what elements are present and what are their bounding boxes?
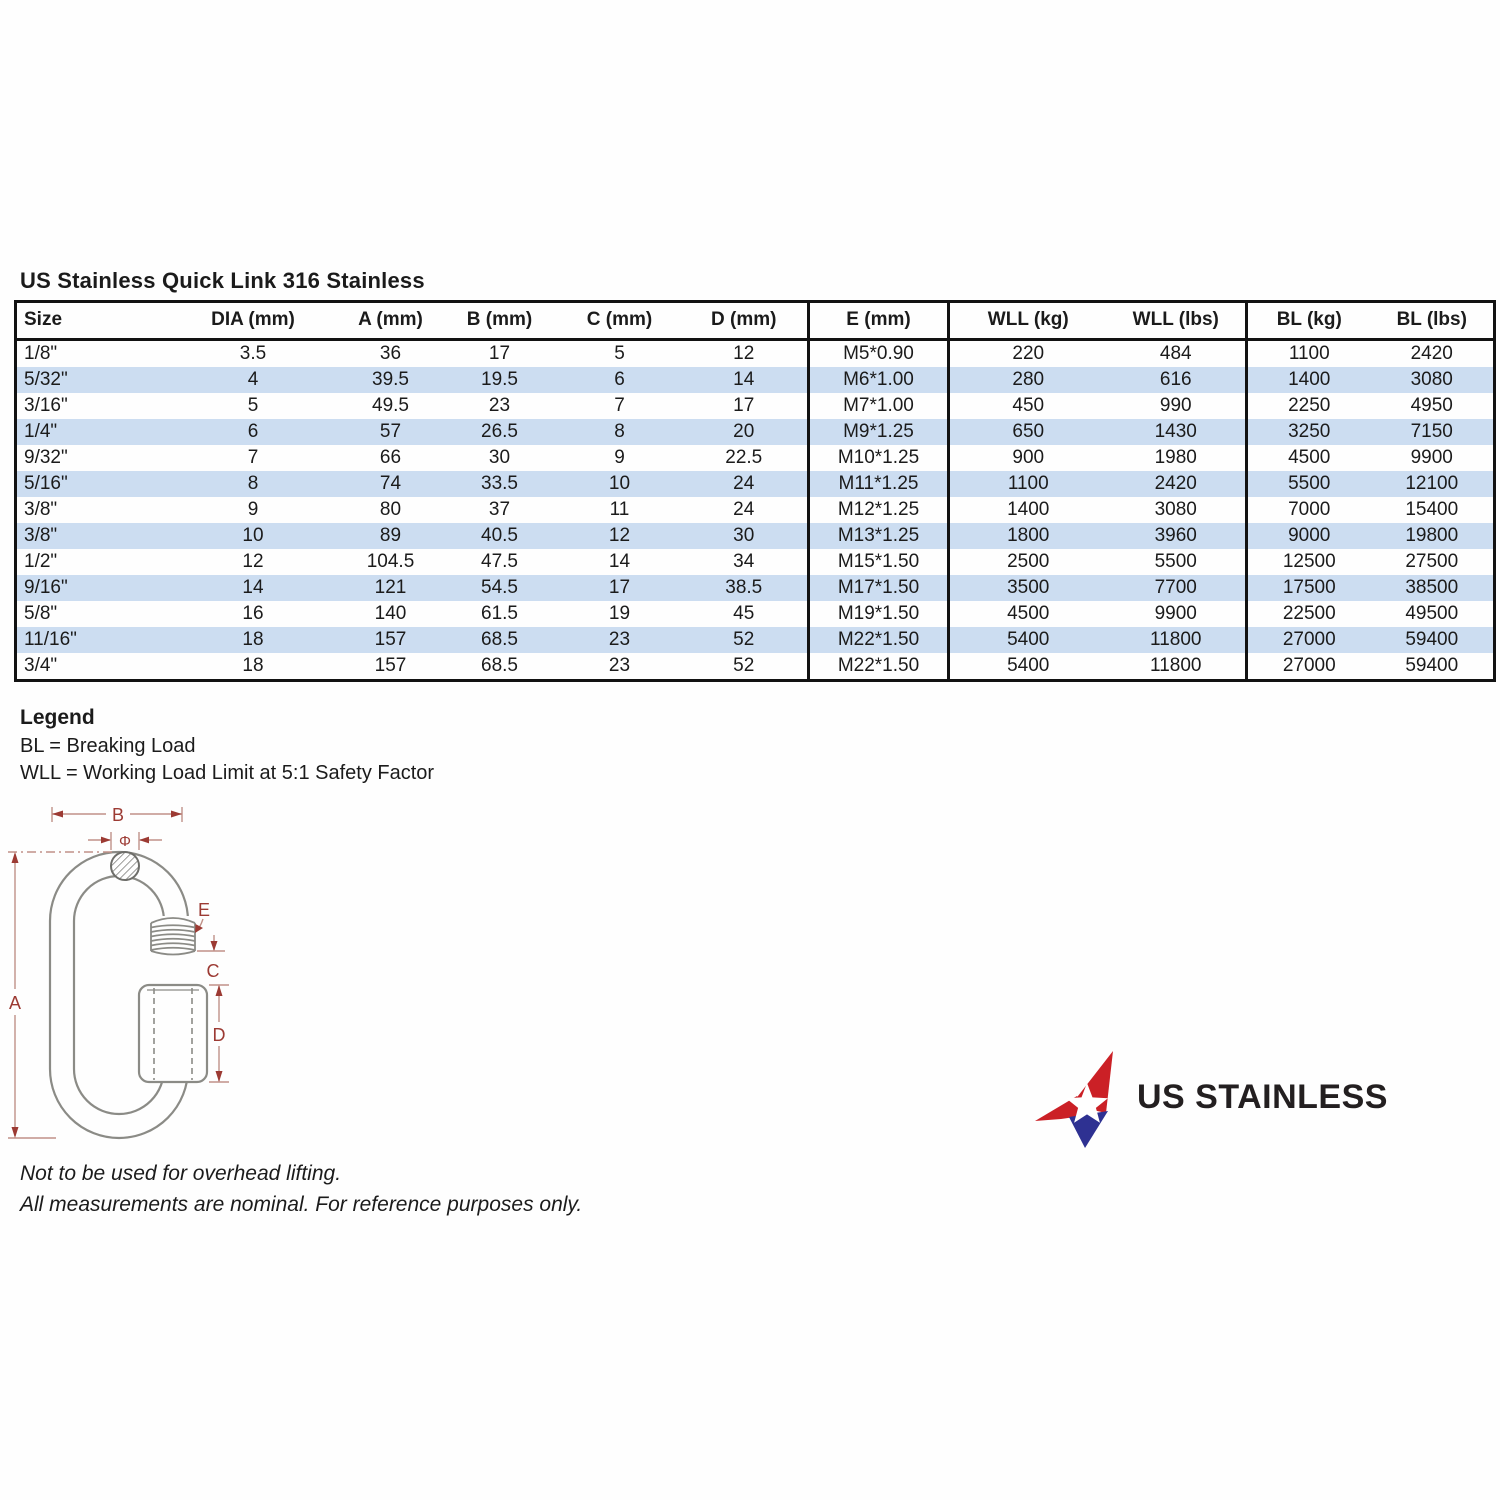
table-cell: 9900 [1154, 603, 1197, 624]
table-cell: 22500 [1247, 601, 1371, 627]
table-cell: 8 [247, 473, 259, 494]
table-cell: 3250 [1247, 419, 1371, 445]
table-cell: 4 [247, 369, 259, 390]
table-cell: 12100 [1405, 473, 1459, 494]
table-cell: 74 [379, 473, 402, 494]
table-cell: 9900 [1410, 447, 1453, 468]
table-cell: 2420 [1410, 343, 1453, 364]
table-cell: 52 [733, 655, 755, 676]
table-cell: 36 [379, 343, 402, 364]
logo-star-icon [1033, 1045, 1128, 1149]
table-cell: 650 [1012, 421, 1045, 442]
table-cell: 24 [733, 499, 755, 520]
table-cell: 33.5 [481, 473, 518, 494]
table-cell: 3960 [1154, 525, 1197, 546]
table-cell: 1800 [1007, 525, 1050, 546]
table-row [16, 575, 1495, 601]
table-cell: 3080 [1154, 499, 1197, 520]
table-row [16, 367, 1495, 393]
table-cell: 2420 [1154, 473, 1197, 494]
table-cell: 27000 [1247, 653, 1371, 681]
table-cell: 23 [608, 629, 631, 650]
table-cell: 27500 [1405, 551, 1459, 572]
table-cell: 40.5 [481, 525, 518, 546]
table-cell: 140 [374, 603, 407, 624]
table-row [16, 419, 1495, 445]
table-cell: M5*0.90 [809, 340, 949, 368]
table-cell: 66 [379, 447, 402, 468]
table-cell: 1/4" [24, 421, 58, 442]
table-cell: 104.5 [366, 551, 415, 572]
column-header: BL (kg) [1247, 302, 1371, 340]
table-cell: 14 [608, 551, 631, 572]
table-cell: 8 [614, 421, 625, 442]
table-cell: 12500 [1247, 549, 1371, 575]
legend-line-wll: WLL = Working Load Limit at 5:1 Safety Factor [20, 762, 435, 784]
table-cell: M13*1.25 [809, 523, 949, 549]
table-cell: 17 [488, 343, 511, 364]
nut [139, 985, 207, 1082]
table-cell: M12*1.25 [809, 497, 949, 523]
table-cell: 3500 [1007, 577, 1050, 598]
table-cell: 12 [608, 525, 631, 546]
table-cell: 24 [733, 473, 755, 494]
column-header: B (mm) [441, 302, 559, 340]
table-cell: 80 [379, 499, 402, 520]
table-cell: 39.5 [372, 369, 409, 390]
table-cell: 15400 [1405, 499, 1459, 520]
column-header: C (mm) [559, 302, 681, 340]
table-cell: 5/32" [24, 369, 68, 390]
table-cell: 5500 [1154, 551, 1197, 572]
table-cell: 7 [614, 395, 625, 416]
table-cell: 1400 [1247, 367, 1371, 393]
column-header: D (mm) [681, 302, 809, 340]
table-cell: 12 [733, 343, 755, 364]
table-cell: 68.5 [481, 629, 518, 650]
table-cell: 18 [242, 629, 264, 650]
table-cell: 19.5 [481, 369, 518, 390]
table-row [16, 393, 1495, 419]
table-cell: 1100 [1007, 473, 1049, 494]
table-cell: 11/16" [24, 629, 77, 650]
table-cell: M22*1.50 [809, 627, 949, 653]
table-cell: 11 [609, 499, 630, 520]
table-cell: M19*1.50 [809, 601, 949, 627]
table-cell: 3/8" [24, 525, 58, 546]
table-cell: 37 [488, 499, 511, 520]
table-cell: 49500 [1405, 603, 1459, 624]
table-row [16, 497, 1495, 523]
table-cell: 61.5 [481, 603, 518, 624]
table-cell: M22*1.50 [809, 653, 949, 681]
table-cell: 19800 [1405, 525, 1459, 546]
table-row [16, 340, 1495, 368]
table-row [16, 627, 1495, 653]
table-row [16, 549, 1495, 575]
column-header: A (mm) [341, 302, 441, 340]
footnotes [20, 1158, 582, 1220]
table-cell: 52 [733, 629, 755, 650]
column-header: WLL (lbs) [1107, 302, 1247, 340]
table-cell: 3080 [1410, 369, 1453, 390]
table-cell: 49.5 [372, 395, 409, 416]
table-cell: 5400 [1007, 629, 1050, 650]
table-cell: M17*1.50 [809, 575, 949, 601]
table-cell: 5500 [1247, 471, 1371, 497]
table-cell: 3/8" [24, 499, 58, 520]
table-cell: 5 [247, 395, 259, 416]
table-cell: M7*1.00 [809, 393, 949, 419]
column-header: Size [16, 302, 166, 340]
rod-cross-section [111, 852, 139, 880]
legend-heading: Legend [20, 706, 95, 729]
table-cell: 900 [1012, 447, 1045, 468]
table-cell: 3/16" [24, 395, 68, 416]
dimension-label-c: C [206, 961, 220, 981]
table-cell: 9000 [1247, 523, 1371, 549]
table-cell: 5/16" [24, 473, 68, 494]
column-header: BL (lbs) [1371, 302, 1495, 340]
table-cell: 11800 [1150, 629, 1202, 650]
table-row [16, 523, 1495, 549]
table-cell: 6 [614, 369, 625, 390]
table-cell: 4950 [1410, 395, 1453, 416]
table-cell: 54.5 [481, 577, 518, 598]
table-cell: 1/8" [24, 343, 58, 364]
table-cell: 7000 [1247, 497, 1371, 523]
table-cell: 68.5 [481, 655, 518, 676]
logo [1033, 1045, 1388, 1149]
logo-wordmark: US STAINLESS [1137, 1077, 1388, 1116]
table-cell: 19 [608, 603, 631, 624]
table-cell: 3.5 [239, 343, 267, 364]
table-cell: 27000 [1247, 627, 1371, 653]
table-cell: 9 [614, 447, 625, 468]
table-cell: 17500 [1247, 575, 1371, 601]
table-cell: 23 [608, 655, 631, 676]
table-cell: 14 [733, 369, 755, 390]
table-cell: 2500 [1007, 551, 1050, 572]
table-cell: 47.5 [481, 551, 518, 572]
table-cell: 10 [608, 473, 631, 494]
table-cell: 5 [614, 343, 625, 364]
table-cell: 7700 [1154, 577, 1197, 598]
dimension-label-d: D [212, 1025, 226, 1045]
table-cell: 10 [242, 525, 264, 546]
table-cell: 4500 [1007, 603, 1050, 624]
table-cell: 4500 [1247, 445, 1371, 471]
table-cell: M6*1.00 [809, 367, 949, 393]
table-cell: 220 [1012, 343, 1045, 364]
table-cell: 12 [242, 551, 264, 572]
table-cell: 9/16" [24, 577, 68, 598]
table-cell: 450 [1012, 395, 1045, 416]
dimension-label-phi: Φ [119, 833, 131, 850]
table-cell: 1430 [1154, 421, 1197, 442]
table-cell: 6 [247, 421, 259, 442]
table-body [16, 340, 1495, 681]
table-cell: 7 [247, 447, 259, 468]
column-header: E (mm) [809, 302, 949, 340]
table-cell: M10*1.25 [809, 445, 949, 471]
table-row [16, 601, 1495, 627]
table-cell: 17 [733, 395, 755, 416]
table-cell: 1/2" [24, 551, 58, 572]
table-cell: 18 [242, 655, 264, 676]
table-cell: 616 [1159, 369, 1192, 390]
table-cell: 2250 [1247, 393, 1371, 419]
table-cell: M9*1.25 [809, 419, 949, 445]
footnote-overhead-lifting: Not to be used for overhead lifting. [20, 1162, 342, 1185]
footnote-nominal: All measurements are nominal. For reference purposes only. [20, 1193, 583, 1216]
column-header: WLL (kg) [949, 302, 1107, 340]
table-cell: 59400 [1405, 629, 1459, 650]
table-cell: 38500 [1405, 577, 1459, 598]
table-cell: 57 [379, 421, 402, 442]
table-header-row [16, 302, 1495, 340]
table-cell: 9 [247, 499, 259, 520]
table-cell: M15*1.50 [809, 549, 949, 575]
dimension-label-a: A [8, 993, 22, 1013]
page-title: US Stainless Quick Link 316 Stainless [20, 268, 425, 293]
table-row [16, 471, 1495, 497]
table-cell: 16 [242, 603, 264, 624]
table-cell: 34 [733, 551, 755, 572]
table-row [16, 445, 1495, 471]
table-cell: 38.5 [725, 577, 763, 598]
table-cell: 1400 [1007, 499, 1050, 520]
quick-link-diagram [0, 800, 250, 1152]
table-cell: 89 [379, 525, 402, 546]
table-cell: 280 [1012, 369, 1045, 390]
table-cell: 7150 [1410, 421, 1453, 442]
table-row [16, 653, 1495, 681]
legend [20, 706, 434, 787]
table-cell: 30 [488, 447, 511, 468]
table-cell: 121 [374, 577, 407, 598]
table-cell: 484 [1159, 343, 1192, 364]
table-cell: 1980 [1154, 447, 1197, 468]
table-cell: 1100 [1247, 340, 1371, 368]
table-cell: 20 [733, 421, 755, 442]
table-cell: M11*1.25 [809, 471, 949, 497]
table-cell: 9/32" [24, 447, 68, 468]
table-cell: 59400 [1405, 655, 1459, 676]
table-cell: 45 [733, 603, 755, 624]
table-cell: 5400 [1007, 655, 1050, 676]
table-cell: 23 [488, 395, 511, 416]
table-cell: 14 [242, 577, 264, 598]
dimension-label-b: B [111, 805, 125, 825]
table-cell: 157 [374, 629, 407, 650]
table-cell: 22.5 [725, 447, 763, 468]
table-cell: 3/4" [24, 655, 58, 676]
table-cell: 990 [1159, 395, 1192, 416]
table-cell: 11800 [1150, 655, 1202, 676]
column-header: DIA (mm) [166, 302, 341, 340]
table-cell: 5/8" [24, 603, 58, 624]
table-cell: 30 [733, 525, 755, 546]
table-cell: 26.5 [481, 421, 518, 442]
table-cell: 17 [608, 577, 631, 598]
table-cell: 157 [374, 655, 407, 676]
legend-line-bl: BL = Breaking Load [20, 735, 196, 757]
spec-table [14, 300, 1496, 682]
dimension-label-e: E [197, 900, 211, 920]
